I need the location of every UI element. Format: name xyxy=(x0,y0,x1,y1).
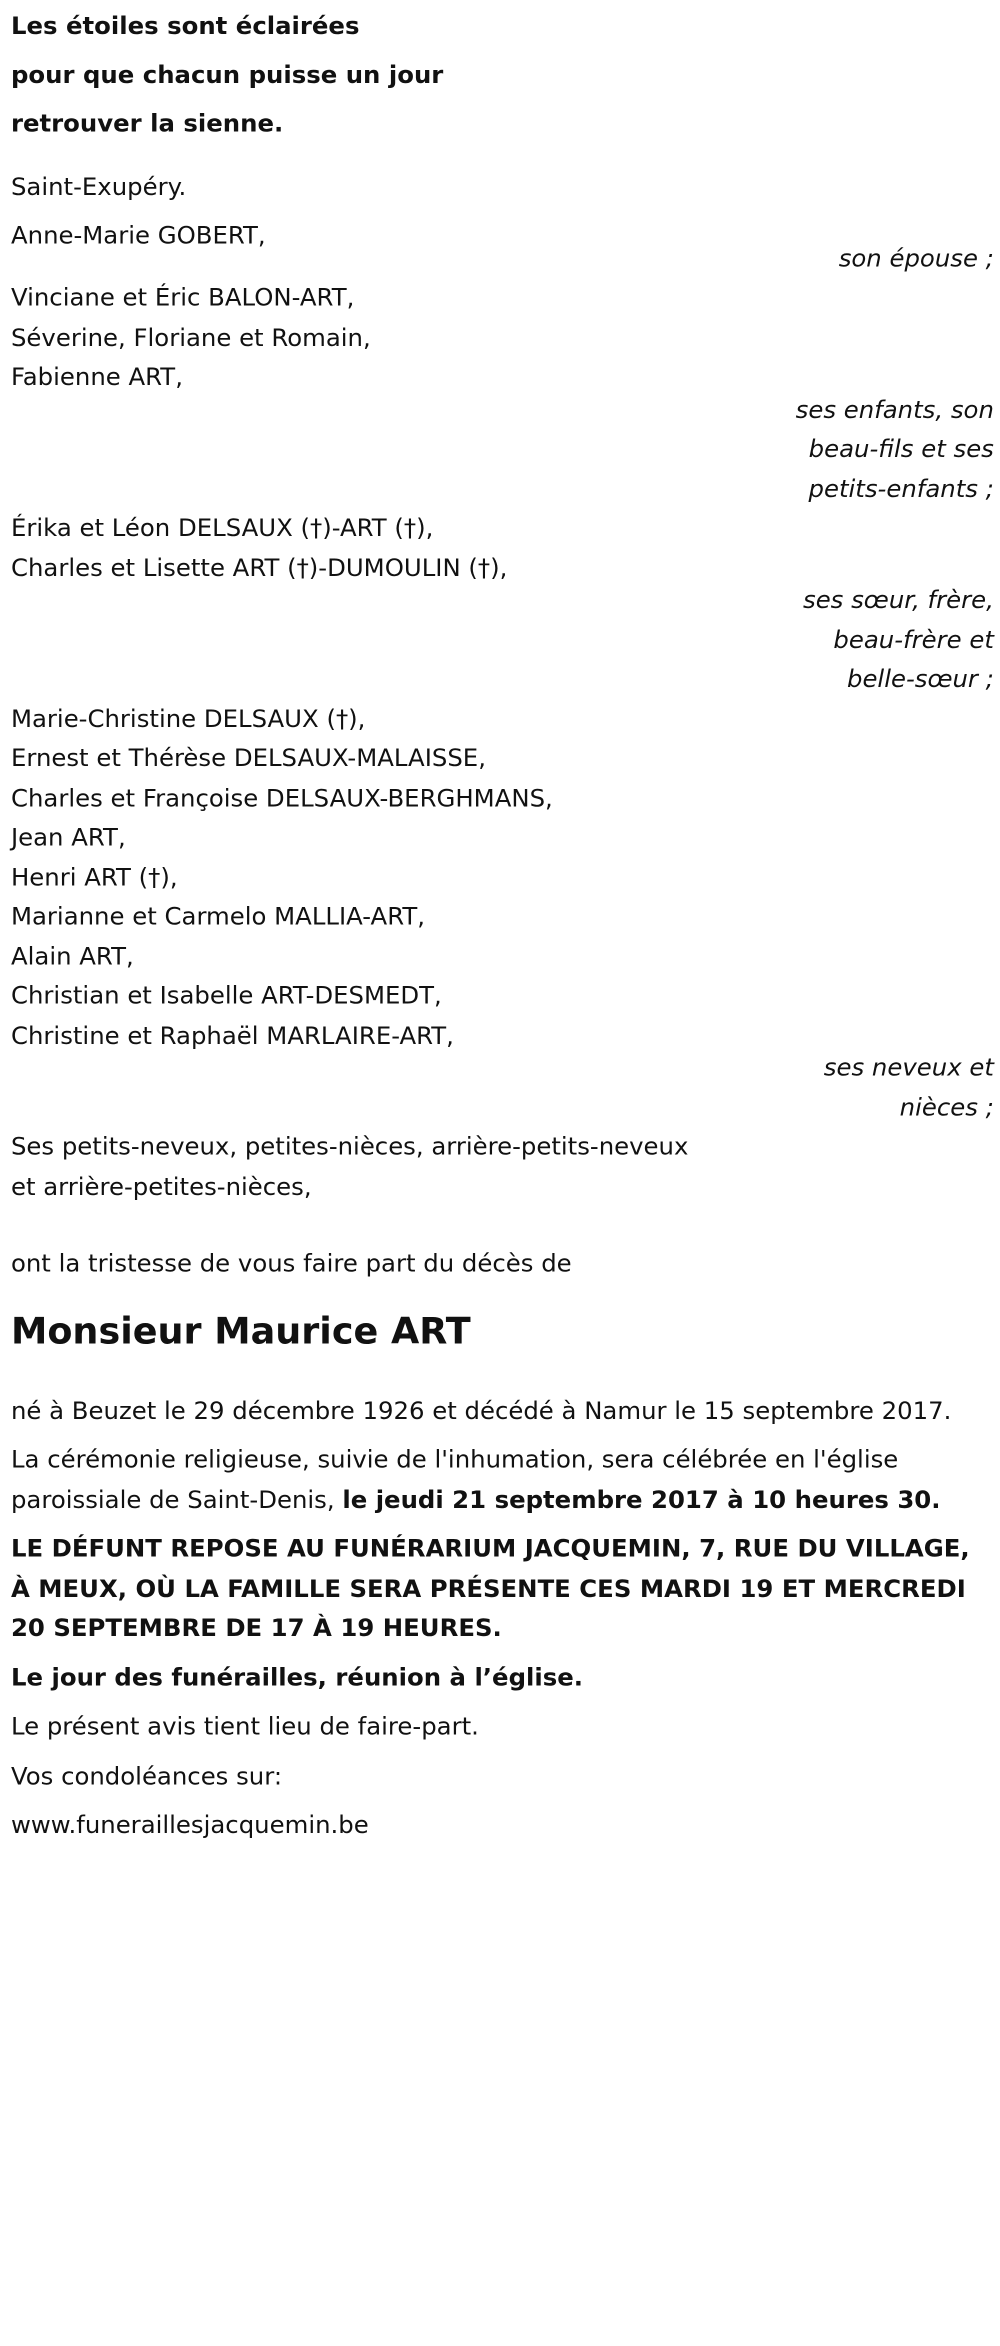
family-role-line: ses neveux et xyxy=(823,1052,994,1082)
birth-death-text: né à Beuzet le 29 décembre 1926 et décédé à Namur le 15 septembre 2017. xyxy=(10,1395,952,1425)
website-link[interactable]: www.funeraillesjacquemin.be xyxy=(10,1809,369,1840)
family-role-line: beau-frère et xyxy=(833,624,994,654)
condolences-label: Vos condoléances sur: xyxy=(10,1760,283,1790)
family-role-line: petits-enfants ; xyxy=(808,473,994,503)
family-name: Marianne et Carmelo MALLIA-ART, xyxy=(10,901,426,931)
announcement-text: ont la tristesse de vous faire part du décès de xyxy=(10,1248,572,1278)
family-spouse xyxy=(11,216,1000,278)
family-role xyxy=(11,580,1000,699)
family-name: Anne-Marie GOBERT, xyxy=(10,220,266,250)
deceased-name: Monsieur Maurice ART xyxy=(10,1309,471,1353)
epigraph-author: Saint-Exupéry. xyxy=(10,171,187,201)
ceremony-text xyxy=(11,1440,985,1519)
meeting-text: Le jour des funérailles, réunion à l’église. xyxy=(10,1661,584,1692)
family-name: Christine et Raphaël MARLAIRE-ART, xyxy=(10,1020,454,1050)
epigraph-line: retrouver la sienne. xyxy=(10,108,284,138)
family-name: Ses petits-neveux, petites-nièces, arrière-petits-neveux xyxy=(10,1131,689,1161)
family-name: Charles et Lisette ART (†)-DUMOULIN (†), xyxy=(10,552,508,582)
epigraph-line: Les étoiles sont éclairées xyxy=(10,10,360,41)
family-name: Christian et Isabelle ART-DESMEDT, xyxy=(10,980,442,1010)
family-name: et arrière-petites-nièces, xyxy=(10,1171,312,1201)
family-role-line: ses sœur, frère, xyxy=(803,584,994,614)
family-name: Jean ART, xyxy=(10,822,126,852)
family-others xyxy=(11,1127,1000,1206)
family-role-line: son épouse ; xyxy=(838,243,994,273)
funerarium-text: LE DÉFUNT REPOSE AU FUNÉRARIUM JACQUEMIN, 7, RUE DU VILLAGE, À MEUX, OÙ LA FAMILLE SERA PRÉSENTE CES MARDI 19 ET MERCREDI 20 SEPTEMBRE DE 17 À 19 HEURES. xyxy=(10,1533,970,1642)
notice-text: Le présent avis tient lieu de faire-part. xyxy=(10,1711,479,1741)
family-name: Séverine, Floriane et Romain, xyxy=(10,322,371,352)
family-name: Henri ART (†), xyxy=(10,861,178,891)
family-name: Vinciane et Éric BALON-ART, xyxy=(10,282,355,312)
ceremony-date: le jeudi 21 septembre 2017 à 10 heures 30. xyxy=(342,1484,941,1514)
family-nephews xyxy=(11,699,1000,1127)
family-role-line: beau-fils et ses xyxy=(808,433,994,463)
family-role-line: ses enfants, son xyxy=(795,394,994,424)
family-name: Ernest et Thérèse DELSAUX-MALAISSE, xyxy=(10,742,486,773)
family-name: Fabienne ART, xyxy=(10,361,183,391)
family-children xyxy=(11,278,1000,508)
epigraph-line: pour que chacun puisse un jour xyxy=(10,59,444,89)
family-role xyxy=(11,1047,1000,1126)
family-name: Marie-Christine DELSAUX (†), xyxy=(10,703,366,733)
family-name: Érika et Léon DELSAUX (†)-ART (†), xyxy=(10,512,434,543)
epigraph xyxy=(11,0,1000,147)
family-role xyxy=(11,389,1000,508)
ceremony-description: La cérémonie religieuse, suivie de l'inhumation, sera célébrée en l'église paroissiale de Saint-Denis, xyxy=(10,1444,899,1514)
family-name: Alain ART, xyxy=(10,940,134,971)
family-role-line: nièces ; xyxy=(899,1091,994,1122)
family-siblings xyxy=(11,508,1000,699)
family-role-line: belle-sœur ; xyxy=(846,663,994,694)
family-name: Charles et Françoise DELSAUX-BERGHMANS, xyxy=(10,782,553,812)
